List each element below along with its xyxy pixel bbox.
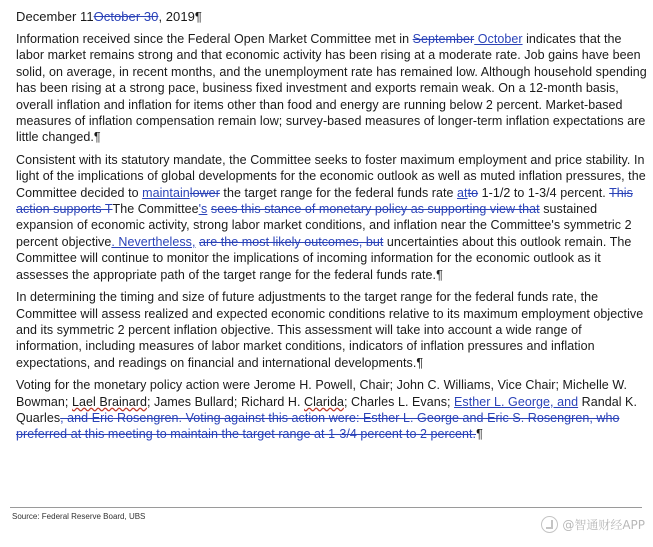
- p2-text-4: The Committee: [112, 202, 199, 217]
- deleted-date: October 30: [93, 9, 159, 24]
- paragraph-4: [16, 377, 648, 443]
- p2-inserted-3: 's: [198, 202, 208, 217]
- p4-text-3: ; Charles L. Evans;: [343, 394, 455, 409]
- watermark: [541, 516, 645, 533]
- p2-text-2: the target range for the federal funds rate: [219, 185, 458, 200]
- p4-spellcheck-2: Clarida: [304, 394, 344, 409]
- p1-inserted-1: October: [474, 32, 523, 46]
- pilcrow-mark: ¶: [93, 130, 101, 145]
- p4-spellcheck-1: Lael Brainard: [71, 394, 147, 409]
- pilcrow-mark: ¶: [476, 427, 483, 442]
- p2-deleted-5: are the most likely outcomes, but: [199, 234, 384, 249]
- pilcrow-mark: ¶: [194, 9, 202, 24]
- p4-deleted-1: , and Eric Rosengren. Voting against this action were: Esther L. George and Eric S. Rosengren, who preferred at this meeting to maintain the target range at 1-3/4 percent to 2 percent.: [16, 410, 620, 442]
- p2-inserted-4: . Nevertheless,: [111, 234, 196, 249]
- paragraph-1: [16, 31, 648, 146]
- p2-text-6: sustained expansion of economic activity, strong labor market conditions, and inflation near the Committee's symmetric 2 percent objective: [16, 202, 632, 249]
- zhitong-logo-icon: [541, 516, 558, 533]
- date-text: December 11: [16, 9, 94, 24]
- pilcrow-mark: ¶: [436, 267, 443, 282]
- p2-deleted-2: to: [467, 185, 479, 200]
- p2-deleted-3: This action supports T: [16, 185, 633, 217]
- p1-deleted-1: September: [412, 32, 475, 46]
- date-year: , 2019: [158, 9, 195, 24]
- watermark-text: @智通财经APP: [562, 518, 645, 532]
- p4-text-2: ; James Bullard; Richard H.: [147, 394, 305, 409]
- p3-text: In determining the timing and size of future adjustments to the target range for the federal funds rate, the Committee will assess realized and expected economic conditions relative to its maximum employment objective and its symmetric 2 percent inflation objective. This assessment will take into account a wide range of information, including measures of labor market conditions, indicators of inflation pressures and inflation expectations, and readings on financial and international developments.: [16, 290, 644, 370]
- p4-inserted-1: Esther L. George, and: [454, 394, 579, 409]
- p2-text-8: uncertainties about this outlook remain. The Committee will continue to monitor the implications of incoming information for the economic outlook as it assesses the appropriate path of the target range for the federal funds rate.: [16, 234, 632, 282]
- p4-text-4: Randal K. Quarles: [16, 394, 637, 425]
- paragraph-2: [16, 152, 648, 283]
- p2-deleted-4: sees this stance of monetary policy as supporting view that: [210, 202, 540, 217]
- footer-divider: [10, 507, 642, 508]
- p2-text-1: Consistent with its statutory mandate, the Committee seeks to foster maximum employment and price stability. In light of the implications of global developments for the economic outlook as well as muted inflation pressures, the Committee decided to: [16, 152, 646, 200]
- p2-inserted-1: maintain: [142, 185, 190, 200]
- p2-deleted-1: lower: [189, 185, 220, 200]
- date-line: [16, 8, 648, 25]
- p2-text-3: 1-1/2 to 1-3/4 percent.: [478, 185, 610, 200]
- paragraph-3: [16, 289, 648, 371]
- p1-text-2: indicates that the labor market remains strong and that economic activity has been rising at a moderate rate. Job gains have been solid, on average, in recent months, and the unemployment rate has remained low. Although household spending has been rising at a strong pace, business fixed investment and exports remain weak. On a 12-month basis, overall inflation and inflation for items other than food and energy are running below 2 percent. Market-based measures of inflation compensation remain low; survey-based measures of longer-term inflation expectations are little changed.: [16, 32, 647, 145]
- document-body: [16, 8, 648, 449]
- p1-text-1: Information received since the Federal Open Market Committee met in: [16, 32, 413, 46]
- source-note: Source: Federal Reserve Board, UBS: [12, 512, 146, 521]
- p2-inserted-2: at: [457, 185, 468, 200]
- pilcrow-mark: ¶: [416, 355, 424, 370]
- p4-text-1: Voting for the monetary policy action were Jerome H. Powell, Chair; John C. Williams, Vice Chair; Michelle W. Bowman;: [16, 378, 628, 409]
